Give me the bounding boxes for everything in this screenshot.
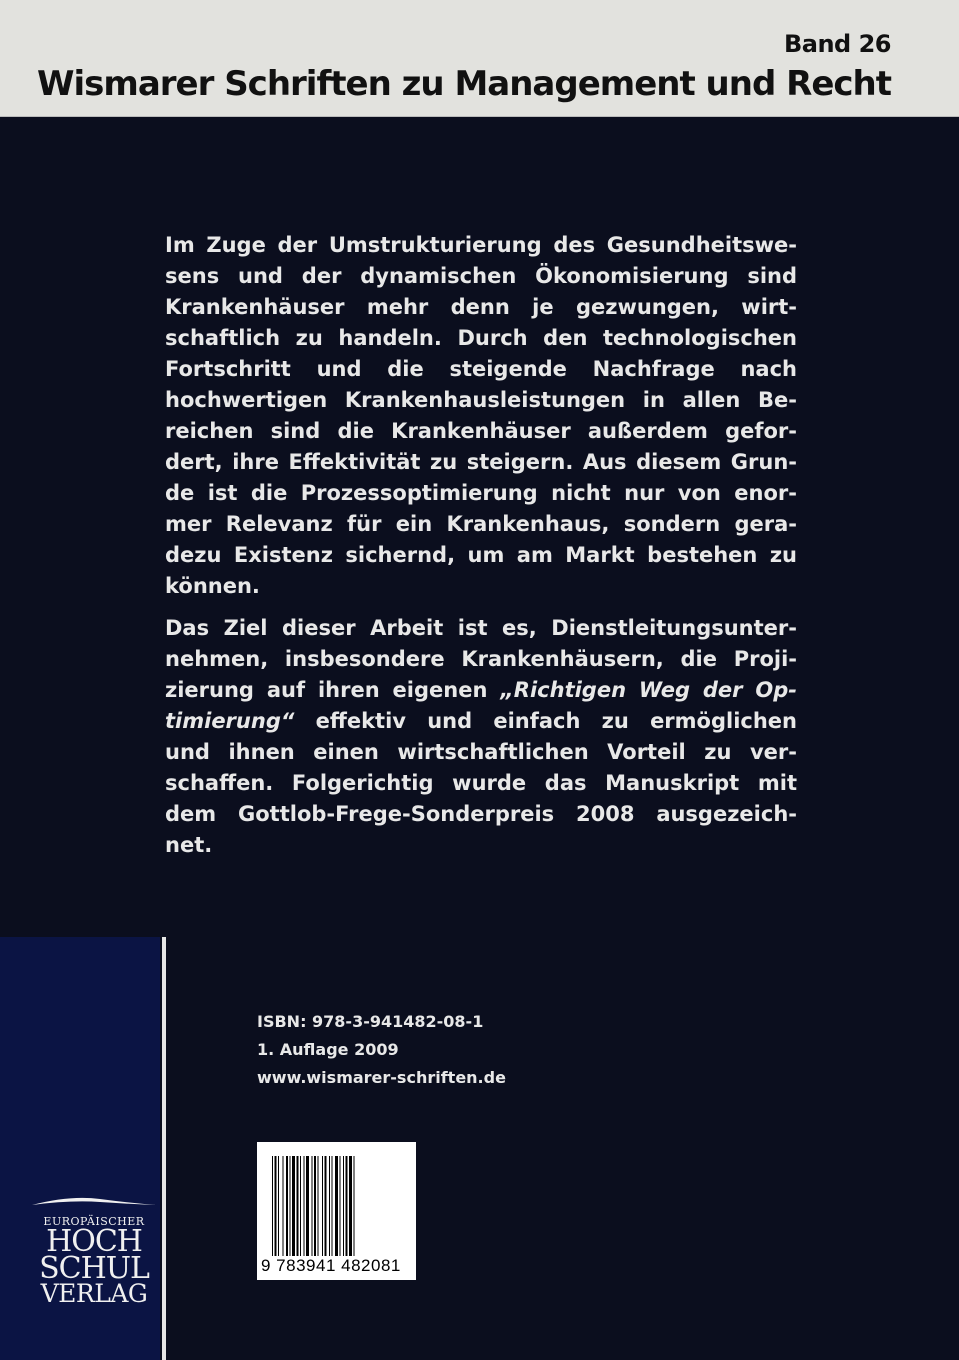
- barcode-bar: [290, 1156, 291, 1256]
- text-line: schaffen. Folgerichtig wurde das Manuskript mit: [165, 771, 797, 795]
- barcode-bar: [340, 1156, 341, 1256]
- blurb: [165, 230, 797, 872]
- text-line: dem Gottlob-Frege-Sonderpreis 2008 ausgezeich-: [165, 802, 797, 826]
- barcode-bar: [349, 1156, 352, 1256]
- text-line: können.: [165, 574, 260, 598]
- text-line: mer Relevanz für ein Krankenhaus, sondern gera-: [165, 512, 797, 536]
- wave-icon: [30, 1195, 158, 1209]
- text-line: sens und der dynamischen Ökonomisierung sind: [165, 264, 797, 288]
- barcode-bar: [283, 1156, 284, 1256]
- series-header: [0, 0, 959, 117]
- barcode: [257, 1142, 416, 1280]
- text-line: nehmen, insbesondere Krankenhäusern, die Proji-: [165, 647, 797, 671]
- barcode-bar: [335, 1156, 338, 1256]
- emphasis-text: „Richtigen Weg der Op-: [500, 678, 797, 702]
- barcode-bar: [286, 1156, 288, 1256]
- isbn: ISBN: 978-3-941482-08-1: [257, 1012, 484, 1031]
- text-line: de ist die Prozessoptimierung nicht nur von enor-: [165, 481, 797, 505]
- barcode-bar: [329, 1156, 330, 1256]
- logo-line: VERLAG: [40, 1279, 148, 1308]
- website-link[interactable]: www.wismarer-schriften.de: [257, 1068, 506, 1087]
- barcode-bar: [312, 1156, 313, 1256]
- text-line: dert, ihre Effektivität zu steigern. Aus diesem Grun-: [165, 450, 797, 474]
- barcode-bar: [297, 1156, 299, 1256]
- barcode-bar: [304, 1156, 305, 1256]
- text-line: [165, 675, 797, 706]
- text-line: reichen sind die Krankenhäuser außerdem gefor-: [165, 419, 797, 443]
- text-line: Fortschritt und die steigende Nachfrage nach: [165, 357, 797, 381]
- text-line: schaftlich zu handeln. Durch den technologischen: [165, 326, 797, 350]
- barcode-bar: [292, 1156, 295, 1256]
- barcode-bar: [346, 1156, 348, 1256]
- book-info: [257, 1010, 506, 1094]
- barcode-bar: [332, 1156, 333, 1256]
- barcode-bar: [278, 1156, 279, 1256]
- logo-line: HOCH: [46, 1224, 142, 1259]
- logo-line: SCHUL: [39, 1251, 149, 1286]
- series-title: Wismarer Schriften zu Management und Recht: [37, 64, 891, 104]
- text-line: [165, 706, 797, 737]
- divider-line: [162, 937, 166, 1360]
- logo-line: EUROPÄISCHER: [43, 1215, 145, 1228]
- text-line: net.: [165, 833, 213, 857]
- text-line: Im Zuge der Umstrukturierung des Gesundheitswe-: [165, 233, 797, 257]
- volume-number: Band 26: [783, 30, 891, 58]
- barcode-bar: [322, 1156, 323, 1256]
- text-line: dezu Existenz sichernd, um am Markt bestehen zu: [165, 543, 797, 567]
- text-line: Krankenhäuser mehr denn je gezwungen, wirt-: [165, 295, 797, 319]
- barcode-bar: [306, 1156, 309, 1256]
- edition: 1. Auflage 2009: [257, 1040, 399, 1059]
- barcode-bar: [343, 1156, 344, 1256]
- emphasis-text: timierung“: [165, 709, 295, 733]
- barcode-bar: [314, 1156, 316, 1256]
- barcode-number: 9 783941 482081: [261, 1256, 401, 1275]
- blurb-paragraph-1: [165, 230, 797, 602]
- barcode-bar: [318, 1156, 319, 1256]
- barcode-bar: [325, 1156, 327, 1256]
- text-line: und ihnen einen wirtschaftlichen Vorteil zu ver-: [165, 740, 797, 764]
- text-span: zierung auf ihren eigenen: [165, 678, 501, 702]
- publisher-logo: [30, 1195, 158, 1306]
- barcode-bar: [272, 1156, 273, 1256]
- barcode-bars: [272, 1156, 407, 1256]
- blurb-paragraph-2: [165, 613, 797, 861]
- barcode-bar: [300, 1156, 301, 1256]
- text-line: Das Ziel dieser Arbeit ist es, Dienstleitungsunter-: [165, 616, 797, 640]
- text-line: hochwertigen Krankenhausleistungen in allen Be-: [165, 388, 797, 412]
- barcode-bar: [275, 1156, 277, 1256]
- barcode-bar: [354, 1156, 355, 1256]
- text-span: effektiv und einfach zu ermöglichen: [294, 709, 797, 733]
